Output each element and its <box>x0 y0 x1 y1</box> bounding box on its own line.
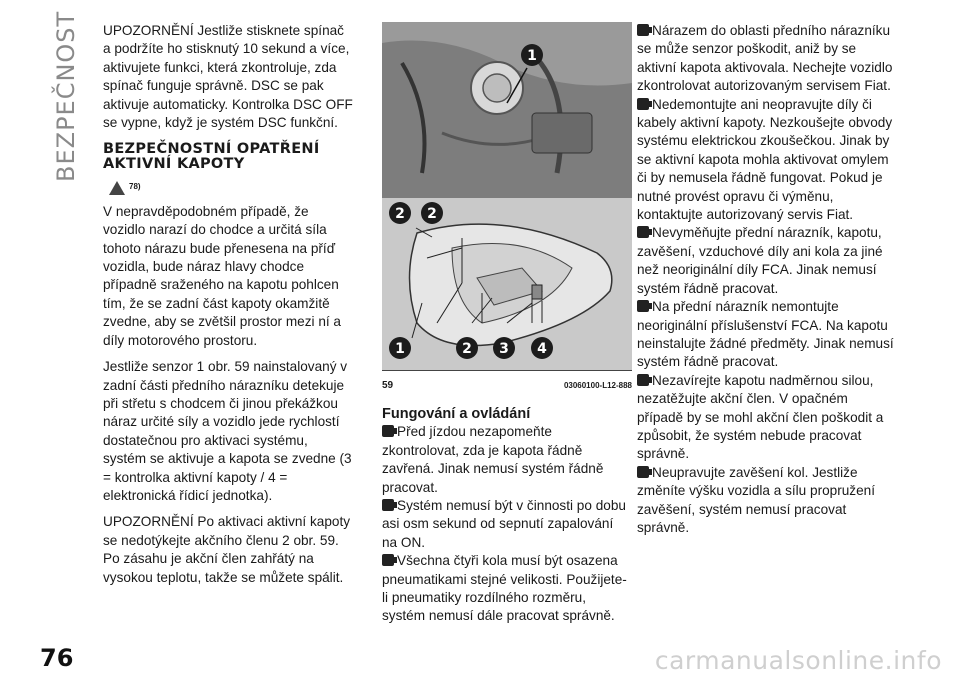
bullet-icon <box>637 24 649 36</box>
svg-text:1: 1 <box>527 48 537 64</box>
bullet-item: Systém nemusí být v činnosti po dobu asi osm sekund od sepnutí zapalování na ON. <box>382 498 626 550</box>
warning-reference[interactable] <box>109 178 353 196</box>
watermark: carmanualsonline.info <box>654 646 942 675</box>
callout-2-bottom <box>456 337 478 359</box>
bullet-icon <box>382 425 394 437</box>
actuator-note: UPOZORNĚNÍ Po aktivaci aktivní kapoty se nedotýkejte akčního členu 2 obr. 59. Po zásahu je akční člen zahřátý na vysokou teplotu, takže se můžete spálit. <box>103 514 351 585</box>
svg-text:2: 2 <box>427 206 437 222</box>
bullet-item: Všechna čtyři kola musí být osazena pneumatikami stejné velikosti. Použijete-li pneumatiky rozdílného rozměru, systém nemusí dále pracovat správně. <box>382 553 627 624</box>
bullet-icon <box>637 374 649 386</box>
paragraph-pedestrian: V nepravděpodobném případě, že vozidlo narazí do chodce a určitá síla tohoto nárazu bude přenesena na příď vozidla, bude náraz hlavy chodce případně sraženého na kapotu pohlcen tím, že se zadní část kapoty okamžitě zvedne, aby se zvětšil prostor mezi ní a díly motorového prostoru. <box>103 203 341 348</box>
svg-text:2: 2 <box>395 206 405 222</box>
bullet-item: Nedemontujte ani neopravujte díly či kabely aktivní kapoty. Nezkoušejte obvody systému elektrickou zkoušečkou. Jinak by se aktivní kapota mohla aktivovat omylem či by nemusela řádně fungovat. Pokud je nutné provést opravu či výměnu, kontaktujte autorizovaný servis Fiat. <box>637 96 893 223</box>
bullet-item: Před jízdou nezapomeňte zkontrolovat, zda je kapota řádně zavřená. Jinak nemusí systém řádně pracovat. <box>382 424 604 495</box>
svg-text:3: 3 <box>499 341 509 357</box>
svg-text:2: 2 <box>462 341 472 357</box>
figure-caption <box>382 370 632 395</box>
figure-active-hood <box>382 22 632 370</box>
dsc-note: UPOZORNĚNÍ Jestliže stisknete spínač a podržíte ho stisknutý 10 sekund a více, aktivujete funkci, která zkontroluje, zda spínač funguje správně. DSC se pak aktivuje automaticky. Kontrolka DSC OFF se vypne, když je systém DSC funkční. <box>103 23 353 131</box>
bullet-item: Nevyměňujte přední nárazník, kapotu, zavěšení, vzduchové díly ani kola za jiné než neoriginální díly FCA. Jinak nemusí systém řádně pracovat. <box>637 225 883 296</box>
operation-heading: Fungování a ovládání <box>382 406 531 423</box>
car-illustration <box>382 23 632 370</box>
warning-triangle-icon <box>109 181 125 195</box>
section-heading: BEZPEČNOSTNÍ OPATŘENÍ AKTIVNÍ KAPOTY <box>103 141 320 173</box>
bullet-icon <box>382 554 394 566</box>
svg-text:1: 1 <box>395 341 405 357</box>
callout-2-left <box>421 202 443 224</box>
bullet-item: Neupravujte zavěšení kol. Jestliže změníte výšku vozidla a sílu propružení zavěšení, systém nemusí pracovat správně. <box>637 464 876 535</box>
bullet-icon <box>637 226 649 238</box>
figure-number: 59 <box>382 380 394 391</box>
callout-1-bottom <box>389 337 411 359</box>
bullet-item: Na přední nárazník nemontujte neoriginální příslušenství FCA. Na kapotu neinstalujte žádné předměty. Jinak nemusí systém řádně pracovat. <box>637 299 894 370</box>
bullet-icon <box>637 300 649 312</box>
text-column-3 <box>637 22 897 537</box>
bullet-icon <box>637 466 649 478</box>
section-tab: BEZPEČNOST <box>52 10 80 182</box>
callout-2-top <box>521 44 543 66</box>
page-number: 76 <box>40 644 74 672</box>
text-column-1 <box>103 22 353 595</box>
callout-4-bottom <box>531 337 553 359</box>
bullet-icon <box>382 499 394 511</box>
paragraph-sensor: Jestliže senzor 1 obr. 59 nainstalovaný v zadní části předního nárazníku detekuje při střetu s chodcem či jinou překážkou náraz určité síly a vozidlo jede rychlostí dostatečnou pro aktivaci systému, systém se aktivuje a kapota se zvedne (3 = kontrolka aktivní kapoty / 4 = elektronická řídicí jednotka). <box>103 359 352 503</box>
bullet-icon <box>637 98 649 110</box>
bullet-item: Nezavírejte kapotu nadměrnou silou, nezatěžujte akční člen. V opačném případě by se mohl akční člen poškodit a způsobit, že systém nebude pracovat správně. <box>637 372 884 462</box>
callout-3-bottom <box>493 337 515 359</box>
callout-1-left <box>389 202 411 224</box>
svg-text:4: 4 <box>537 341 547 357</box>
warning-reference-number: 78) <box>129 182 141 192</box>
figure-code: 03060100-L12-888 <box>563 381 632 390</box>
text-column-2 <box>382 22 632 626</box>
bullet-item: Nárazem do oblasti předního nárazníku se může senzor poškodit, aniž by se aktivní kapota aktivovala. Nechejte vozidlo zkontrolovat autorizovaným servisem Fiat. <box>637 23 893 94</box>
